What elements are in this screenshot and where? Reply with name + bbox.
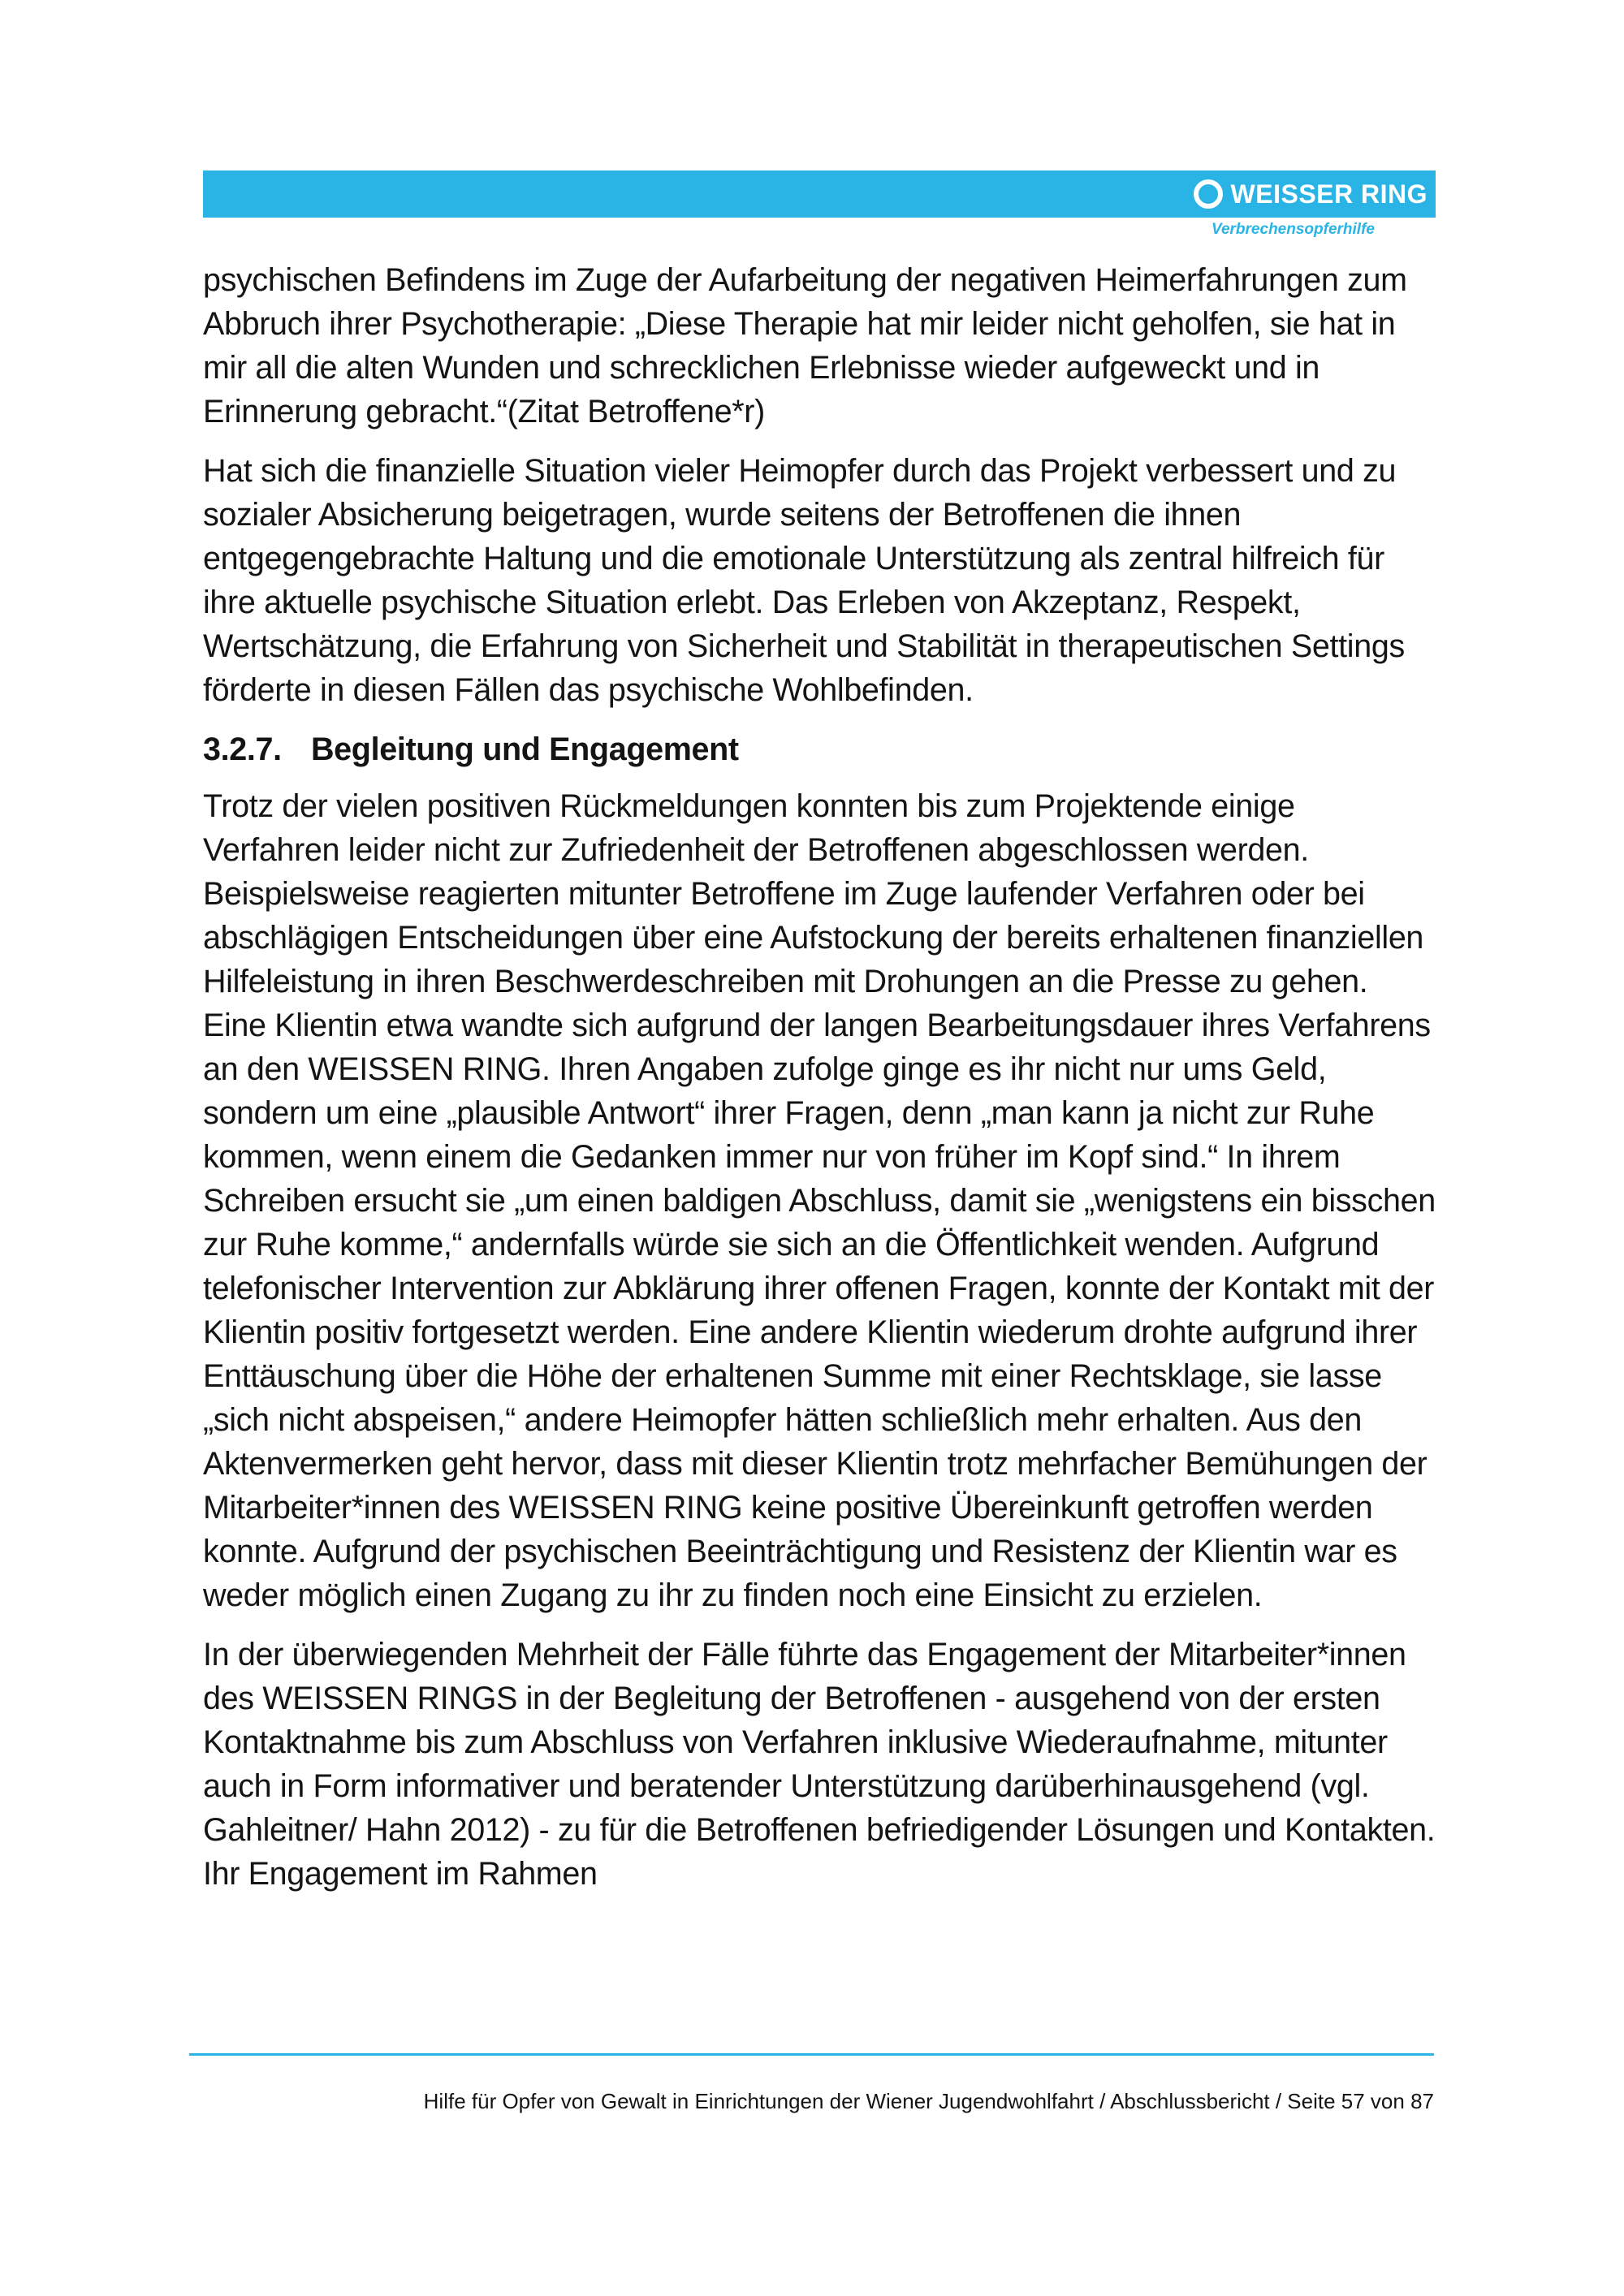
page-footer: Hilfe für Opfer von Gewalt in Einrichtungen der Wiener Jugendwohlfahrt / Abschlussbericht / Seite 57 von 87: [423, 2089, 1434, 2113]
paragraph-3: Trotz der vielen positiven Rückmeldungen konnten bis zum Projektende einige Verfahren leider nicht zur Zufriedenheit der Betroffenen abgeschlossen werden. Beispielsweise reagierten mitunter Betroffene im Zuge laufender Verfahren oder bei abschlägigen Entscheidungen über eine Aufstockung der bereits erhaltenen finanziellen Hilfeleistung in ihren Beschwerdeschreiben mit Drohungen an die Presse zu gehen. Eine Klientin etwa wandte sich aufgrund der langen Bearbeitungsdauer ihres Verfahrens an den WEISSEN RING. Ihren Angaben zufolge ginge es ihr nicht nur ums Geld, sondern um eine „plausible Antwort“ ihrer Fragen, denn „man kann ja nicht zur Ruhe kommen, wenn einem die Gedanken immer nur von früher im Kopf sind.“ In ihrem Schreiben ersucht sie „um einen baldigen Abschluss, damit sie „wenigstens ein bisschen zur Ruhe komme,“ andernfalls würde sie sich an die Öffentlichkeit wenden. Aufgrund telefonischer Intervention zur Abklärung ihrer offenen Fragen, konnte der Kontakt mit der Klientin positiv fortgesetzt werden. Eine andere Klientin wiederum drohte aufgrund ihrer Enttäuschung über die Höhe der erhaltenen Summe mit einer Rechtsklage, sie lasse „sich nicht abspeisen,“ andere Heimopfer hätten schließlich mehr erhalten. Aus den Aktenvermerken geht hervor, dass mit dieser Klientin trotz mehrfacher Bemühungen der Mitarbeiter*innen des WEISSEN RING keine positive Übereinkunft getroffen werden konnte. Aufgrund der psychischen Beeinträchtigung und Resistenz der Klientin war es weder möglich einen Zugang zu ihr zu finden noch eine Einsicht zu erzielen.: [203, 788, 1436, 1613]
footer-divider: [189, 2053, 1434, 2056]
page-content: [203, 258, 1437, 1911]
header-band: [203, 170, 1436, 218]
section-heading: [203, 727, 1437, 771]
section-number: 3.2.7.: [203, 732, 282, 767]
paragraph-2: Hat sich die finanzielle Situation vieler Heimopfer durch das Projekt verbessert und zu sozialer Absicherung beigetragen, wurde seitens der Betroffenen die ihnen entgegengebrachte Haltung und die emotionale Unterstützung als zentral hilfreich für ihre aktuelle psychische Situation erlebt. Das Erleben von Akzeptanz, Respekt, Wertschätzung, die Erfahrung von Sicherheit und Stabilität in therapeutischen Settings förderte in diesen Fällen das psychische Wohlbefinden.: [203, 453, 1405, 708]
logo-subtitle: Verbrechensopferhilfe: [1212, 221, 1375, 238]
paragraph-4: In der überwiegenden Mehrheit der Fälle führte das Engagement der Mitarbeiter*innen des WEISSEN RINGS in der Begleitung der Betroffenen - ausgehend von der ersten Kontaktnahme bis zum Abschluss von Verfahren inklusive Wiederaufnahme, mitunter auch in Form informativer und beratender Unterstützung darüberhinausgehend (vgl. Gahleitner/ Hahn 2012) - zu für die Betroffenen befriedigender Lösungen und Kontakten. Ihr Engagement im Rahmen: [203, 1637, 1436, 1892]
section-title: Begleitung und Engagement: [311, 732, 739, 767]
paragraph-1: psychischen Befindens im Zuge der Aufarbeitung der negativen Heimerfahrungen zum Abbruch ihrer Psychotherapie: „Diese Therapie hat mir leider nicht geholfen, sie hat in mir all die alten Wunden und schrecklichen Erlebnisse wieder aufgeweckt und in Erinnerung gebracht.“(Zitat Betroffene*r): [203, 262, 1407, 429]
weisser-ring-logo: [1194, 177, 1427, 211]
ring-icon: [1194, 179, 1223, 209]
logo-text: WEISSER RING: [1230, 179, 1427, 209]
